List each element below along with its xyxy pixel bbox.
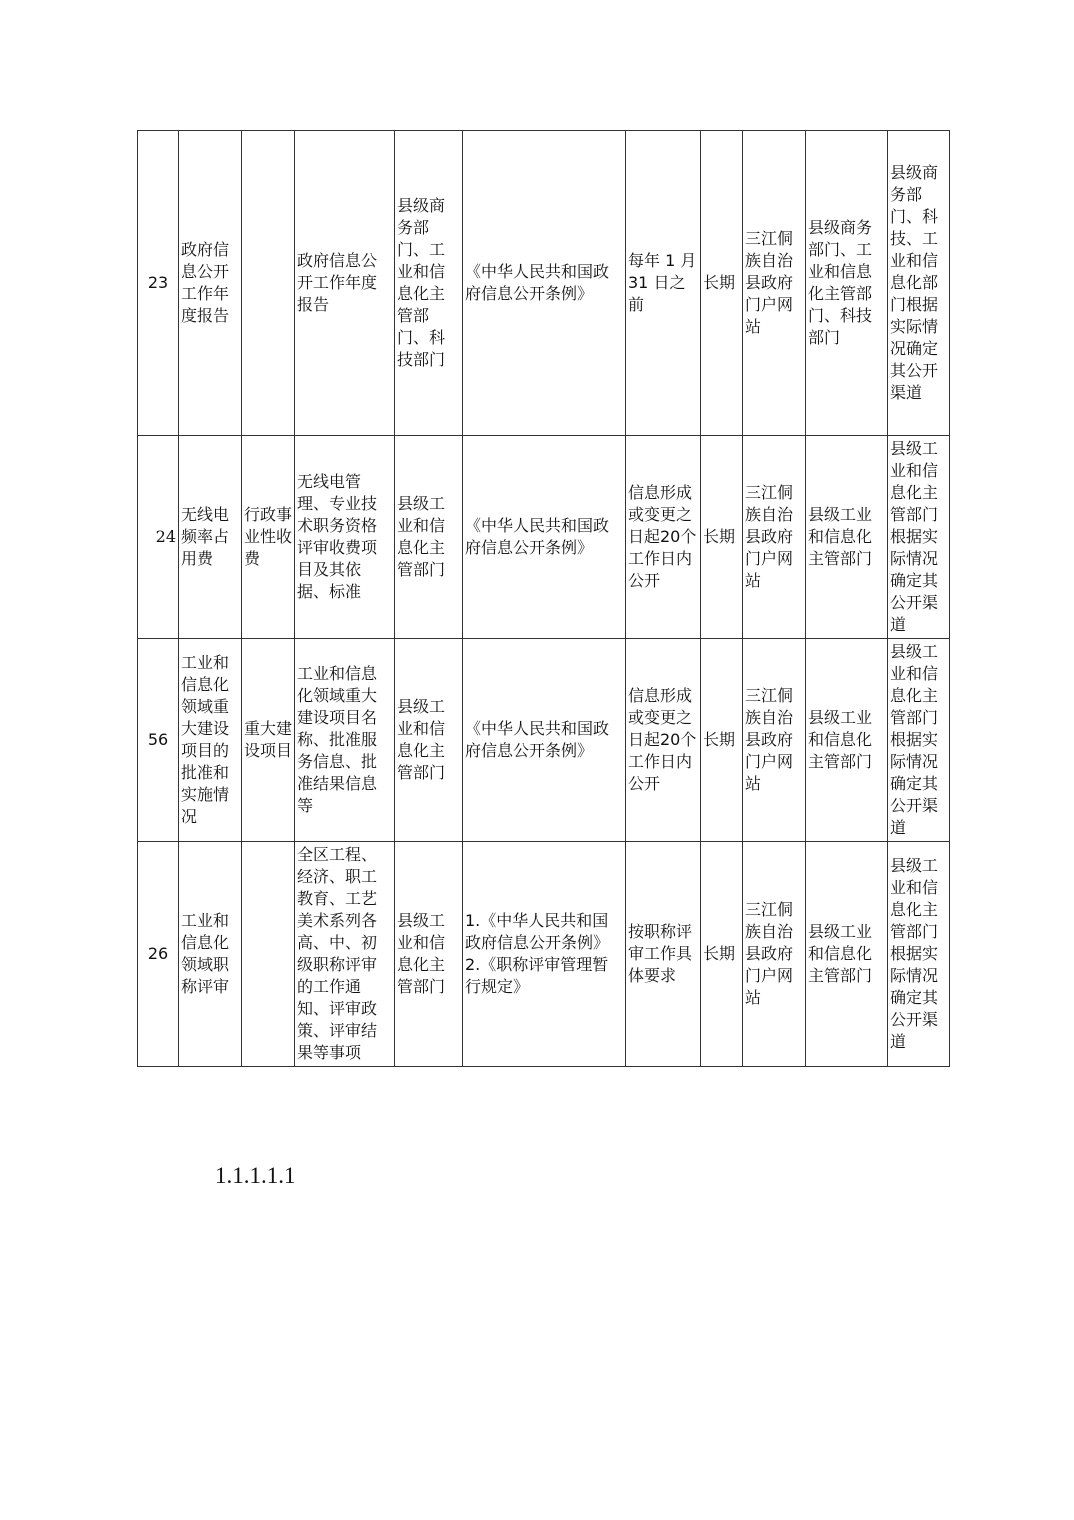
legal-basis — [463, 131, 626, 436]
legal-basis-line: 《中华人民共和国政府信息公开条例》 — [465, 262, 610, 303]
legal-basis-line: 《中华人民共和国政府信息公开条例》 — [465, 719, 610, 760]
legal-basis-line: 1.《中华人民共和国政府信息公开条例》 — [465, 911, 610, 952]
table-row — [138, 436, 950, 639]
section-heading-number: 1.1.1.1.1 — [215, 1163, 296, 1188]
disclosure-time: 按职称评审工作具体要求 — [626, 842, 701, 1067]
table-row — [138, 842, 950, 1067]
legal-basis-line: 《中华人民共和国政府信息公开条例》 — [465, 516, 610, 557]
row-number: 24 — [138, 436, 179, 639]
item-name: 无线电频率占用费 — [179, 436, 242, 639]
responsible-dept: 县级工业和信息化主管部门 — [395, 436, 463, 639]
responsible-dept: 县级工业和信息化主管部门 — [395, 842, 463, 1067]
disclosure-subject: 县级工业和信息化主管部门 — [806, 842, 888, 1067]
responsible-dept: 县级商务部门、工业和信息化主管部门、科技部门 — [395, 131, 463, 436]
disclosure-time: 每年 1 月31 日之前 — [626, 131, 701, 436]
disclosure-term: 长期 — [701, 842, 743, 1067]
disclosure-table — [137, 130, 950, 1067]
disclosure-content: 全区工程、经济、职工教育、工艺美术系列各高、中、初级职称评审的工作通知、评审政策、评审结果等事项 — [295, 842, 395, 1067]
legal-basis-line: 2.《职称评审管理暂行规定》 — [465, 955, 609, 996]
sub-item — [242, 131, 295, 436]
disclosure-content: 无线电管理、专业技术职务资格评审收费项目及其依据、标准 — [295, 436, 395, 639]
item-name: 工业和信息化领域职称评审 — [179, 842, 242, 1067]
disclosure-channel: 三江侗族自治县政府门户网站 — [743, 131, 806, 436]
legal-basis — [463, 436, 626, 639]
disclosure-channel: 三江侗族自治县政府门户网站 — [743, 436, 806, 639]
remark: 县级工业和信息化主管部门根据实际情况确定其公开渠道 — [888, 436, 950, 639]
disclosure-term: 长期 — [701, 639, 743, 842]
disclosure-channel: 三江侗族自治县政府门户网站 — [743, 639, 806, 842]
row-number: 26 — [138, 842, 179, 1067]
responsible-dept: 县级工业和信息化主管部门 — [395, 639, 463, 842]
disclosure-subject: 县级工业和信息化主管部门 — [806, 436, 888, 639]
disclosure-time: 信息形成或变更之日起20个工作日内公开 — [626, 639, 701, 842]
sub-item: 重大建设项目 — [242, 639, 295, 842]
legal-basis — [463, 842, 626, 1067]
disclosure-channel: 三江侗族自治县政府门户网站 — [743, 842, 806, 1067]
disclosure-subject: 县级工业和信息化主管部门 — [806, 639, 888, 842]
disclosure-term: 长期 — [701, 436, 743, 639]
disclosure-content: 工业和信息化领域重大建设项目名称、批准服务信息、批准结果信息等 — [295, 639, 395, 842]
table-row — [138, 131, 950, 436]
disclosure-term: 长期 — [701, 131, 743, 436]
row-number: 23 — [138, 131, 179, 436]
row-number: 56 — [138, 639, 179, 842]
item-name: 工业和信息化领域重大建设项目的批准和实施情况 — [179, 639, 242, 842]
item-name: 政府信息公开工作年度报告 — [179, 131, 242, 436]
disclosure-content: 政府信息公开工作年度报告 — [295, 131, 395, 436]
remark: 县级工业和信息化主管部门根据实际情况确定其公开渠道 — [888, 639, 950, 842]
legal-basis — [463, 639, 626, 842]
remark: 县级工业和信息化主管部门根据实际情况确定其公开渠道 — [888, 842, 950, 1067]
sub-item: 行政事业性收费 — [242, 436, 295, 639]
disclosure-time: 信息形成或变更之日起20个工作日内公开 — [626, 436, 701, 639]
sub-item — [242, 842, 295, 1067]
table-row — [138, 639, 950, 842]
remark: 县级商务部门、科技、工业和信息化部门根据实际情况确定其公开渠道 — [888, 131, 950, 436]
disclosure-subject: 县级商务部门、工业和信息化主管部门、科技部门 — [806, 131, 888, 436]
